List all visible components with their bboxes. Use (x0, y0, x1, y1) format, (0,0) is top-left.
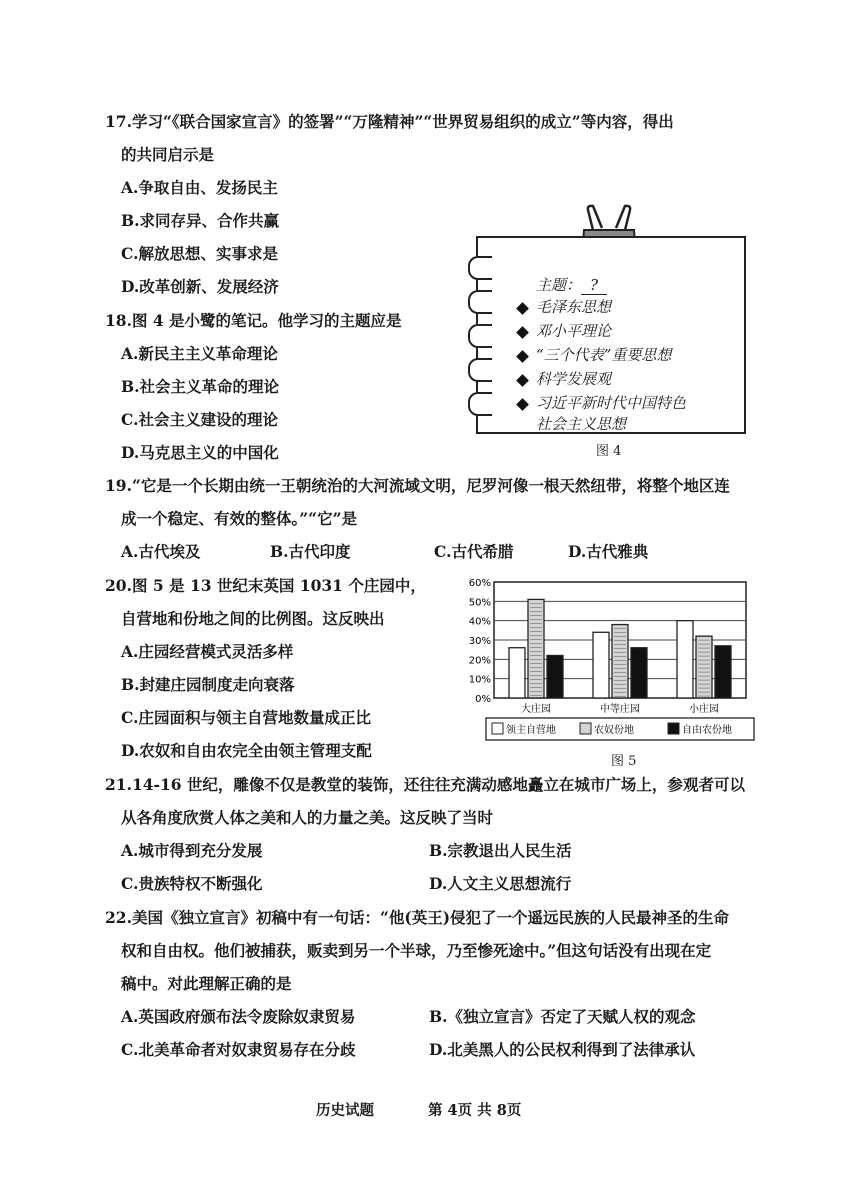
y-tick-label: 50% (468, 597, 491, 609)
spiral-ring-icon (468, 290, 492, 314)
x-tick-label: 中等庄园 (600, 704, 640, 715)
legend-swatch (668, 723, 679, 734)
q19-stem-line2: 成一个稳定、有效的整体。”“它”是 (121, 509, 357, 528)
q19-option-d[interactable]: D.古代雅典 (568, 542, 649, 561)
figure5-caption: 图 5 (611, 754, 637, 769)
y-tick-label: 60% (468, 578, 491, 589)
bullet-icon (516, 302, 529, 315)
q20-stem-line2: 自营地和份地之间的比例图。这反映出 (121, 609, 385, 628)
q17-option-c[interactable]: C.解放思想、实事求是 (121, 244, 278, 263)
figure4-item-1: 毛泽东思想 (518, 296, 611, 317)
figure4-topic-blank: ? (581, 276, 607, 295)
x-tick-label: 小庄园 (689, 704, 719, 715)
bar-3 (715, 646, 731, 698)
q21-stem-line2: 从各角度欣赏人体之美和人的力量之美。这反映了当时 (121, 808, 494, 827)
q20-option-b[interactable]: B.封建庄园制度走向衰落 (121, 675, 295, 694)
bar-1 (509, 648, 525, 698)
q17-option-b[interactable]: B.求同存异、合作共赢 (121, 211, 279, 230)
legend-label: 领主自营地 (506, 725, 556, 736)
q22-stem-line2: 权和自由权。他们被捕获，贩卖到另一个半球，乃至惨死途中。”但这句话没有出现在定 (121, 941, 712, 960)
legend-swatch (492, 723, 503, 734)
bullet-icon (516, 398, 529, 411)
y-tick-label: 20% (468, 655, 491, 667)
q22-stem-line3: 稿中。对此理解正确的是 (121, 974, 292, 993)
q21-option-a[interactable]: A.城市得到充分发展 (121, 841, 263, 860)
footer-page-number: 第 4页 共 8页 (428, 1102, 522, 1119)
q19-option-b[interactable]: B.古代印度 (270, 542, 351, 561)
y-tick-label: 40% (468, 616, 491, 628)
q18-option-d[interactable]: D.马克思主义的中国化 (121, 443, 279, 462)
y-tick-label: 10% (468, 674, 491, 686)
q21-option-b[interactable]: B.宗教退出人民生活 (429, 841, 572, 860)
bullet-icon (516, 326, 529, 339)
q17-stem-line2: 的共同启示是 (121, 145, 215, 164)
q20-option-a[interactable]: A.庄园经营模式灵活多样 (121, 642, 294, 661)
q18-option-b[interactable]: B.社会主义革命的理论 (121, 377, 279, 396)
q20-option-c[interactable]: C.庄园面积与领主自营地数量成正比 (121, 708, 371, 727)
q17-option-d[interactable]: D.改革创新、发展经济 (121, 277, 279, 296)
q18-stem: 18.图 4 是小鹭的笔记。他学习的主题应是 (105, 311, 402, 330)
spiral-ring-icon (468, 324, 492, 348)
bar-3 (547, 655, 563, 698)
bar-2 (696, 636, 712, 698)
figure4-item-2: 邓小平理论 (518, 320, 611, 341)
bar-3 (631, 648, 647, 698)
q19-option-a[interactable]: A.古代埃及 (121, 542, 201, 561)
figure4-notebook (476, 236, 746, 434)
bar-2 (612, 625, 628, 698)
q22-stem-line1: 22.美国《独立宣言》初稿中有一句话：“他(英王)侵犯了一个遥远民族的人民最神圣的生命 (105, 908, 730, 927)
figure4-item-3: “三个代表”重要思想 (518, 344, 671, 365)
q18-option-c[interactable]: C.社会主义建设的理论 (121, 410, 278, 429)
x-tick-label: 大庄园 (521, 704, 551, 715)
spiral-ring-icon (468, 256, 492, 280)
q22-option-d[interactable]: D.北美黑人的公民权利得到了法律承认 (429, 1040, 696, 1059)
bullet-icon (516, 374, 529, 387)
q19-option-c[interactable]: C.古代希腊 (434, 542, 514, 561)
y-tick-label: 30% (468, 636, 491, 647)
q18-option-a[interactable]: A.新民主主义革命理论 (121, 344, 278, 363)
figure5-bar-chart (456, 572, 756, 744)
figure4-item-5: 习近平新时代中国特色 (518, 392, 686, 413)
spiral-ring-icon (468, 392, 492, 416)
figure4-item-5-cont: 社会主义思想 (536, 415, 627, 433)
q22-option-c[interactable]: C.北美革命者对奴隶贸易存在分歧 (121, 1040, 356, 1059)
q20-option-d[interactable]: D.农奴和自由农完全由领主管理支配 (121, 741, 372, 760)
figure4-topic (536, 274, 607, 295)
figure4-item-4: 科学发展观 (518, 368, 611, 389)
q19-stem-line1: 19.“它是一个长期由统一王朝统治的大河流域文明，尼罗河像一根天然纽带，将整个地区连 (105, 476, 730, 495)
footer-subject: 历史试题 (316, 1102, 374, 1119)
legend-label: 自由农份地 (682, 725, 732, 736)
q21-stem-line1: 21.14-16 世纪，雕像不仅是教堂的装饰，还往往充满动感地矗立在城市广场上，参观者可以 (105, 775, 745, 794)
figure4-topic-label: 主题： (536, 276, 582, 294)
legend-label: 农奴份地 (594, 725, 634, 736)
bullet-icon (516, 350, 529, 363)
q21-option-c[interactable]: C.贵族特权不断强化 (121, 874, 263, 893)
q17-option-a[interactable]: A.争取自由、发扬民主 (121, 178, 278, 197)
spiral-ring-icon (468, 358, 492, 382)
q21-option-d[interactable]: D.人文主义思想流行 (429, 874, 572, 893)
q22-option-a[interactable]: A.英国政府颁布法令废除奴隶贸易 (121, 1007, 356, 1026)
q20-stem-line1: 20.图 5 是 13 世纪末英国 1031 个庄园中， (105, 576, 426, 595)
q22-option-b[interactable]: B.《独立宣言》否定了天赋人权的观念 (429, 1007, 696, 1026)
legend-swatch (580, 723, 591, 734)
y-tick-label: 0% (475, 694, 491, 705)
q17-stem-line1: 17.学习“《联合国家宣言》的签署”“万隆精神”“世界贸易组织的成立”等内容，得出 (105, 112, 674, 131)
bar-1 (677, 621, 693, 698)
figure4-caption: 图 4 (596, 444, 622, 459)
bar-1 (593, 632, 609, 698)
